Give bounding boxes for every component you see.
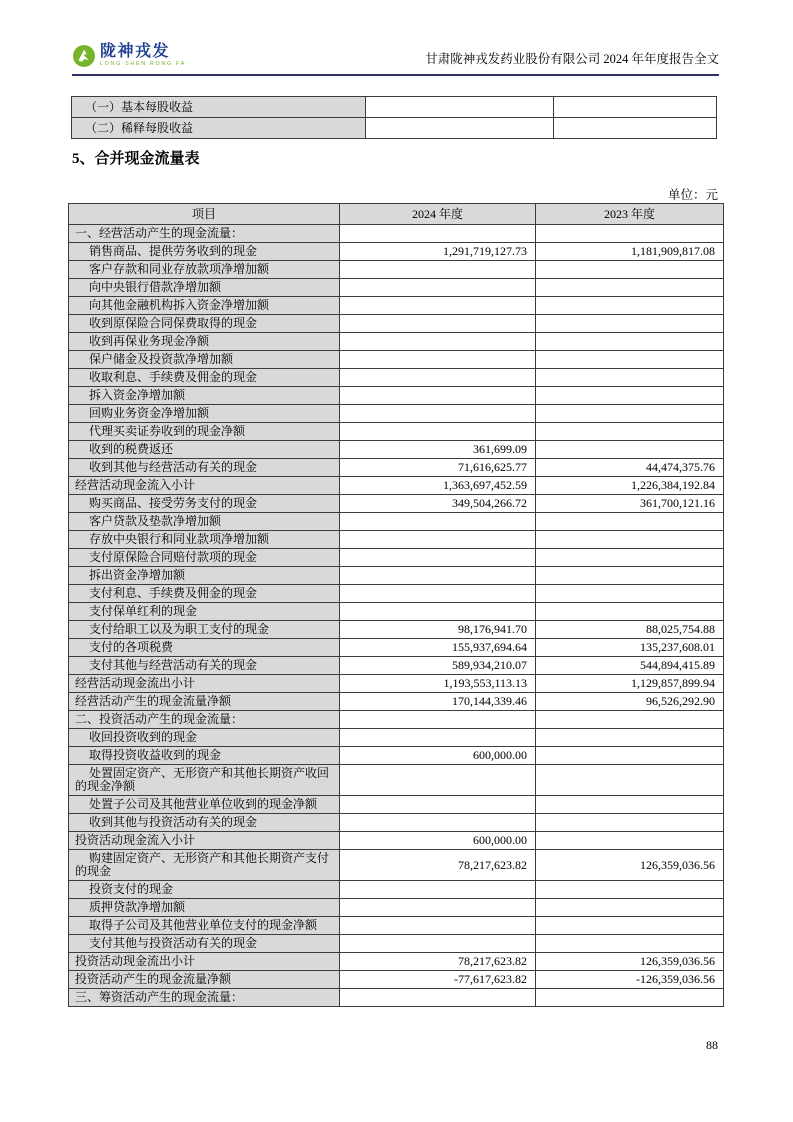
- logo-icon: [72, 44, 96, 68]
- value-cell-2024: [366, 97, 554, 118]
- page-header: [72, 44, 719, 76]
- row-label-cell: 支付原保险合同赔付款项的现金: [69, 549, 340, 567]
- row-label-cell: 客户贷款及垫款净增加额: [69, 513, 340, 531]
- value-cell-2023: 126,359,036.56: [536, 953, 724, 971]
- row-label-cell: 支付保单红利的现金: [69, 603, 340, 621]
- value-cell-2023: 88,025,754.88: [536, 621, 724, 639]
- row-label-cell: 经营活动现金流出小计: [69, 675, 340, 693]
- table-row: [69, 796, 724, 814]
- row-label-cell: 收取利息、手续费及佣金的现金: [69, 369, 340, 387]
- table-row: [69, 639, 724, 657]
- value-cell-2024: 155,937,694.64: [340, 639, 536, 657]
- value-cell-2024: 349,504,266.72: [340, 495, 536, 513]
- table-row: [69, 953, 724, 971]
- value-cell-2023: [536, 225, 724, 243]
- row-label-cell: 收到其他与经营活动有关的现金: [69, 459, 340, 477]
- value-cell-2023: [536, 729, 724, 747]
- value-cell-2024: [340, 261, 536, 279]
- value-cell-2024: 78,217,623.82: [340, 953, 536, 971]
- table-row: [69, 585, 724, 603]
- row-label-cell: 购建固定资产、无形资产和其他长期资产支付的现金: [69, 850, 340, 881]
- table-row: [69, 899, 724, 917]
- row-label-cell: 向中央银行借款净增加额: [69, 279, 340, 297]
- row-label-cell: 收到的税费返还: [69, 441, 340, 459]
- column-header-item: 项目: [69, 204, 340, 225]
- table-row: [69, 657, 724, 675]
- value-cell-2024: [340, 531, 536, 549]
- value-cell-2023: [536, 423, 724, 441]
- value-cell-2024: -77,617,623.82: [340, 971, 536, 989]
- row-label-cell: 销售商品、提供劳务收到的现金: [69, 243, 340, 261]
- value-cell-2023: [536, 814, 724, 832]
- row-label-cell: 收到原保险合同保费取得的现金: [69, 315, 340, 333]
- row-label-cell: 投资支付的现金: [69, 881, 340, 899]
- value-cell-2024: 170,144,339.46: [340, 693, 536, 711]
- row-label-cell: （一）基本每股收益: [72, 97, 366, 118]
- value-cell-2023: 361,700,121.16: [536, 495, 724, 513]
- value-cell-2024: [340, 369, 536, 387]
- row-label-cell: 处置子公司及其他营业单位收到的现金净额: [69, 796, 340, 814]
- table-row: [69, 225, 724, 243]
- table-row: [69, 850, 724, 881]
- table-row: [69, 459, 724, 477]
- logo-name-cn: 陇神戎发: [100, 43, 171, 61]
- table-row: [69, 567, 724, 585]
- row-label-cell: 购买商品、接受劳务支付的现金: [69, 495, 340, 513]
- row-label-cell: 取得投资收益收到的现金: [69, 747, 340, 765]
- value-cell-2023: 1,226,384,192.84: [536, 477, 724, 495]
- table-row: [69, 441, 724, 459]
- table-row: [69, 711, 724, 729]
- value-cell-2024: 98,176,941.70: [340, 621, 536, 639]
- row-label-cell: 存放中央银行和同业款项净增加额: [69, 531, 340, 549]
- table-row: [69, 279, 724, 297]
- table-row: [69, 333, 724, 351]
- row-label-cell: 质押贷款净增加额: [69, 899, 340, 917]
- value-cell-2023: [536, 261, 724, 279]
- value-cell-2023: [536, 899, 724, 917]
- table-row: [69, 814, 724, 832]
- table-row: [69, 935, 724, 953]
- column-header-2023: 2023 年度: [536, 204, 724, 225]
- row-label-cell: （二）稀释每股收益: [72, 118, 366, 139]
- value-cell-2023: [536, 881, 724, 899]
- table-row: [69, 881, 724, 899]
- value-cell-2023: [536, 315, 724, 333]
- column-header-2024: 2024 年度: [340, 204, 536, 225]
- table-row: [69, 423, 724, 441]
- value-cell-2024: [340, 351, 536, 369]
- table-row: [69, 765, 724, 796]
- value-cell-2023: [536, 297, 724, 315]
- row-label-cell: 支付利息、手续费及佣金的现金: [69, 585, 340, 603]
- value-cell-2024: [340, 297, 536, 315]
- value-cell-2024: [340, 549, 536, 567]
- row-label-cell: 二、投资活动产生的现金流量：: [69, 711, 340, 729]
- table-row: [69, 747, 724, 765]
- value-cell-2024: [340, 814, 536, 832]
- value-cell-2024: [340, 513, 536, 531]
- value-cell-2023: [536, 711, 724, 729]
- table-row: [69, 405, 724, 423]
- value-cell-2023: [536, 279, 724, 297]
- unit-label: 单位：元: [667, 188, 718, 202]
- row-label-cell: 经营活动产生的现金流量净额: [69, 693, 340, 711]
- value-cell-2023: 126,359,036.56: [536, 850, 724, 881]
- table-row: [72, 97, 717, 118]
- row-label-cell: 处置固定资产、无形资产和其他长期资产收回的现金净额: [69, 765, 340, 796]
- cashflow-table: [68, 203, 724, 1007]
- value-cell-2023: [536, 796, 724, 814]
- table-row: [69, 832, 724, 850]
- logo-name-en: LONG SHEN RONG FA: [100, 61, 186, 68]
- row-label-cell: 回购业务资金净增加额: [69, 405, 340, 423]
- row-label-cell: 收回投资收到的现金: [69, 729, 340, 747]
- value-cell-2023: [536, 513, 724, 531]
- row-label-cell: 投资活动现金流出小计: [69, 953, 340, 971]
- value-cell-2023: 1,129,857,899.94: [536, 675, 724, 693]
- report-title: 甘肃陇神戎发药业股份有限公司 2024 年年度报告全文: [425, 52, 719, 66]
- value-cell-2023: [536, 765, 724, 796]
- value-cell-2024: [340, 729, 536, 747]
- table-row: [69, 315, 724, 333]
- value-cell-2023: [536, 832, 724, 850]
- row-label-cell: 保户储金及投资款净增加额: [69, 351, 340, 369]
- value-cell-2024: [340, 567, 536, 585]
- row-label-cell: 支付的各项税费: [69, 639, 340, 657]
- value-cell-2024: 1,291,719,127.73: [340, 243, 536, 261]
- table-row: [69, 603, 724, 621]
- table-row: [72, 118, 717, 139]
- row-label-cell: 支付其他与经营活动有关的现金: [69, 657, 340, 675]
- row-label-cell: 投资活动现金流入小计: [69, 832, 340, 850]
- row-label-cell: 经营活动现金流入小计: [69, 477, 340, 495]
- value-cell-2023: [536, 603, 724, 621]
- row-label-cell: 客户存款和同业存放款项净增加额: [69, 261, 340, 279]
- value-cell-2023: [554, 97, 717, 118]
- value-cell-2024: [340, 881, 536, 899]
- table-row: [69, 729, 724, 747]
- table-row: [69, 971, 724, 989]
- value-cell-2023: -126,359,036.56: [536, 971, 724, 989]
- value-cell-2023: 44,474,375.76: [536, 459, 724, 477]
- value-cell-2024: [340, 935, 536, 953]
- value-cell-2024: 589,934,210.07: [340, 657, 536, 675]
- row-label-cell: 代理买卖证券收到的现金净额: [69, 423, 340, 441]
- value-cell-2023: [554, 118, 717, 139]
- row-label-cell: 收到再保业务现金净额: [69, 333, 340, 351]
- value-cell-2023: [536, 917, 724, 935]
- value-cell-2024: 71,616,625.77: [340, 459, 536, 477]
- table-row: [69, 369, 724, 387]
- value-cell-2024: [340, 315, 536, 333]
- row-label-cell: 向其他金融机构拆入资金净增加额: [69, 297, 340, 315]
- value-cell-2023: [536, 935, 724, 953]
- value-cell-2023: [536, 585, 724, 603]
- value-cell-2024: 361,699.09: [340, 441, 536, 459]
- table-row: [69, 549, 724, 567]
- value-cell-2024: [340, 333, 536, 351]
- table-row: [69, 243, 724, 261]
- value-cell-2023: [536, 567, 724, 585]
- value-cell-2023: [536, 441, 724, 459]
- value-cell-2023: 1,181,909,817.08: [536, 243, 724, 261]
- table-row: [69, 531, 724, 549]
- row-label-cell: 取得子公司及其他营业单位支付的现金净额: [69, 917, 340, 935]
- value-cell-2023: [536, 549, 724, 567]
- company-logo: [72, 44, 186, 68]
- value-cell-2024: [340, 711, 536, 729]
- row-label-cell: 拆入资金净增加额: [69, 387, 340, 405]
- table-row: [69, 621, 724, 639]
- row-label-cell: 收到其他与投资活动有关的现金: [69, 814, 340, 832]
- logo-text: [100, 44, 186, 68]
- table-row: [69, 351, 724, 369]
- value-cell-2024: [340, 899, 536, 917]
- value-cell-2024: 600,000.00: [340, 832, 536, 850]
- value-cell-2023: [536, 351, 724, 369]
- row-label-cell: 投资活动产生的现金流量净额: [69, 971, 340, 989]
- section-title: 5、合并现金流量表: [72, 151, 200, 167]
- value-cell-2023: [536, 531, 724, 549]
- value-cell-2024: [340, 423, 536, 441]
- value-cell-2023: 96,526,292.90: [536, 693, 724, 711]
- value-cell-2023: [536, 405, 724, 423]
- eps-table: [71, 96, 717, 139]
- value-cell-2023: [536, 747, 724, 765]
- value-cell-2024: [366, 118, 554, 139]
- value-cell-2024: [340, 989, 536, 1007]
- value-cell-2023: [536, 989, 724, 1007]
- table-row: [69, 989, 724, 1007]
- row-label-cell: 支付给职工以及为职工支付的现金: [69, 621, 340, 639]
- value-cell-2024: [340, 917, 536, 935]
- value-cell-2024: [340, 585, 536, 603]
- value-cell-2023: 135,237,608.01: [536, 639, 724, 657]
- row-label-cell: 一、经营活动产生的现金流量：: [69, 225, 340, 243]
- value-cell-2024: [340, 225, 536, 243]
- row-label-cell: 支付其他与投资活动有关的现金: [69, 935, 340, 953]
- table-row: [69, 917, 724, 935]
- row-label-cell: 三、筹资活动产生的现金流量：: [69, 989, 340, 1007]
- value-cell-2024: 78,217,623.82: [340, 850, 536, 881]
- value-cell-2024: [340, 405, 536, 423]
- value-cell-2023: [536, 333, 724, 351]
- value-cell-2024: [340, 279, 536, 297]
- cashflow-header-row: [69, 204, 724, 225]
- table-row: [69, 675, 724, 693]
- page-number: 88: [706, 1038, 718, 1052]
- value-cell-2024: [340, 603, 536, 621]
- table-row: [69, 513, 724, 531]
- table-row: [69, 387, 724, 405]
- value-cell-2024: [340, 765, 536, 796]
- value-cell-2024: 600,000.00: [340, 747, 536, 765]
- value-cell-2023: 544,894,415.89: [536, 657, 724, 675]
- value-cell-2024: [340, 387, 536, 405]
- value-cell-2023: [536, 387, 724, 405]
- table-row: [69, 477, 724, 495]
- table-row: [69, 495, 724, 513]
- table-row: [69, 297, 724, 315]
- table-row: [69, 693, 724, 711]
- value-cell-2023: [536, 369, 724, 387]
- value-cell-2024: [340, 796, 536, 814]
- value-cell-2024: 1,193,553,113.13: [340, 675, 536, 693]
- row-label-cell: 拆出资金净增加额: [69, 567, 340, 585]
- table-row: [69, 261, 724, 279]
- value-cell-2024: 1,363,697,452.59: [340, 477, 536, 495]
